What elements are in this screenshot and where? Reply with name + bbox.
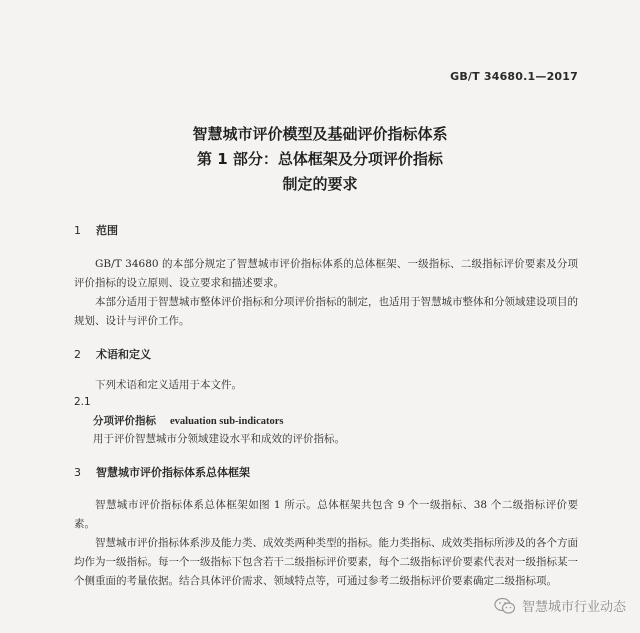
watermark xyxy=(494,596,626,615)
standard-code: GB/T 34680.1—2017 xyxy=(450,70,578,83)
title-line-2: 第 1 部分：总体框架及分项评价指标 xyxy=(197,150,443,168)
term-entry xyxy=(93,413,283,428)
scope-paragraph-1: GB/T 34680 的本部分规定了智慧城市评价指标体系的总体框架、一级指标、二级指标评价要素及分项评价指标的设立原则、设立要求和描述要求。 xyxy=(74,258,578,289)
title-line-3: 制定的要求 xyxy=(282,175,358,193)
framework-paragraph-1: 智慧城市评价指标体系总体框架如图 1 所示。总体框架共包含 9 个一级指标、38 个二级指标评价要素。 xyxy=(74,499,578,530)
section-number: 1 xyxy=(74,224,81,237)
scope-paragraph-2: 本部分适用于智慧城市整体评价指标和分项评价指标的制定，也适用于智慧城市整体和分领域建设项目的规划、设计与评价工作。 xyxy=(74,296,578,327)
term-definition: 用于评价智慧城市分领域建设水平和成效的评价指标。 xyxy=(93,433,345,445)
term-chinese: 分项评价指标 xyxy=(93,415,156,427)
section-title: 范围 xyxy=(96,224,118,237)
section-title: 智慧城市评价指标体系总体框架 xyxy=(96,466,250,479)
section-heading-scope xyxy=(74,222,118,238)
title-line-1: 智慧城市评价模型及基础评价指标体系 xyxy=(192,125,448,143)
watermark-text: 智慧城市行业动态 xyxy=(521,600,626,615)
term-english: evaluation sub-indicators xyxy=(170,416,284,427)
wechat-icon xyxy=(494,597,516,615)
term-number: 2.1 xyxy=(74,396,91,408)
terms-intro-paragraph: 下列术语和定义适用于本文件。 xyxy=(95,379,242,391)
section-heading-terms xyxy=(74,346,151,362)
section-number: 2 xyxy=(74,348,81,361)
section-heading-framework xyxy=(74,464,250,480)
document-title xyxy=(0,122,640,197)
section-number: 3 xyxy=(74,466,81,479)
section-title: 术语和定义 xyxy=(96,348,151,361)
framework-paragraph-2: 智慧城市评价指标体系涉及能力类、成效类两种类型的指标。能力类指标、成效类指标所涉及的各个方面均作为一级指标。每一个一级指标下包含若干二级指标评价要素，每个二级指标评价要素代表对一级指标某一个侧重面的考量依据。结合具体评价需求、领域特点等，可通过参考二级指标评价要素确定二级指标项。 xyxy=(74,537,578,587)
